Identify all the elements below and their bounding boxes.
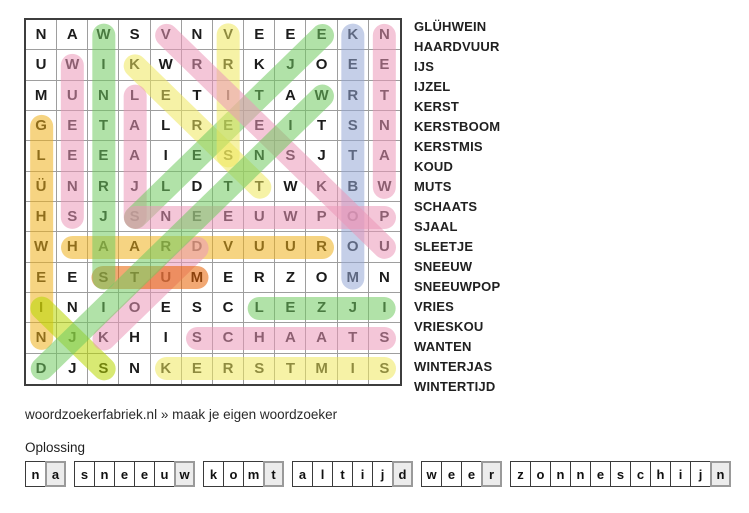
word-list-item: SJAAL <box>414 219 458 234</box>
word-list-item: VRIESKOU <box>414 319 484 334</box>
grid-cell: O <box>306 50 337 80</box>
solution-word-group <box>25 461 66 487</box>
word-list-item: IJZEL <box>414 79 451 94</box>
word-highlight-kerstmis <box>155 357 396 380</box>
solution-letter-box: e <box>441 461 462 487</box>
grid-cell: E <box>57 263 88 293</box>
solution-letter-box: j <box>372 461 393 487</box>
solution-letter-box: i <box>352 461 373 487</box>
grid-cell: E <box>151 293 182 323</box>
footer-credit: woordzoekerfabriek.nl » maak je eigen woordzoeker <box>25 407 338 422</box>
word-list-item: KOUD <box>414 159 454 174</box>
grid-cell: D <box>182 172 213 202</box>
word-list <box>414 17 500 397</box>
grid-cell: A <box>57 20 88 50</box>
word-list-item: VRIES <box>414 299 455 314</box>
solution-letter-box: n <box>25 461 46 487</box>
solution-word-group <box>510 461 731 487</box>
word-highlight-sneeuw <box>61 54 84 229</box>
solution-letter-box: s <box>74 461 95 487</box>
word-list-item: GLÜHWEIN <box>414 19 487 34</box>
word-list-item: KERSTMIS <box>414 139 483 154</box>
word-list-item: SNEEUW <box>414 259 473 274</box>
word-highlight-winterjas <box>92 24 115 290</box>
word-list-item: KERSTBOOM <box>414 119 501 134</box>
word-list-item: SNEEUWPOP <box>414 279 501 294</box>
grid-cell: E <box>275 20 306 50</box>
grid-cell: T <box>306 111 337 141</box>
solution-letter-box: z <box>510 461 531 487</box>
grid-cell: K <box>244 50 275 80</box>
solution-letter-box: n <box>550 461 571 487</box>
solution-letter-box-last: d <box>392 461 413 487</box>
solution-letter-box-last: t <box>263 461 284 487</box>
grid-cell: I <box>151 141 182 171</box>
solution-letter-box: j <box>690 461 711 487</box>
word-list-item: SCHAATS <box>414 199 478 214</box>
solution-letter-box: e <box>134 461 155 487</box>
word-highlight-wanten <box>373 24 396 199</box>
solution-letter-box-last: r <box>481 461 502 487</box>
solution-letter-box: w <box>421 461 442 487</box>
grid-cell: M <box>26 81 57 111</box>
grid-cell: U <box>26 50 57 80</box>
grid-cell: N <box>369 263 400 293</box>
word-highlight-kerstboom <box>342 24 365 290</box>
grid-cell: O <box>306 263 337 293</box>
word-highlight-ijzel <box>248 297 396 320</box>
solution-letter-box: t <box>332 461 353 487</box>
grid-cell: N <box>26 20 57 50</box>
solution-word-group <box>421 461 502 487</box>
solution-letter-box: s <box>610 461 631 487</box>
word-list-item: WINTERTIJD <box>414 379 496 394</box>
grid-cell: J <box>57 354 88 384</box>
grid-cell: N <box>57 293 88 323</box>
solution-letter-box: o <box>530 461 551 487</box>
grid-cell: E <box>213 263 244 293</box>
solution-word-group <box>74 461 195 487</box>
highlight-layer <box>26 20 400 384</box>
grid-cell: I <box>151 323 182 353</box>
grid-cell: C <box>213 293 244 323</box>
word-list-item: KERST <box>414 99 460 114</box>
grid-cell: S <box>182 293 213 323</box>
solution-letter-box-last: a <box>45 461 66 487</box>
word-list-item: IJS <box>414 59 435 74</box>
solution-letter-box: m <box>243 461 264 487</box>
grid-cell: N <box>119 354 150 384</box>
solution-letter-box-last: n <box>710 461 731 487</box>
grid-cell: N <box>182 20 213 50</box>
word-list-item: SLEETJE <box>414 239 474 254</box>
grid-cell: A <box>275 81 306 111</box>
solution-word-group <box>292 461 413 487</box>
word-list-item: WINTERJAS <box>414 359 493 374</box>
grid-cell: Z <box>275 263 306 293</box>
grid-cell: L <box>151 111 182 141</box>
word-list-item: HAARDVUUR <box>414 39 500 54</box>
grid-cell: W <box>151 50 182 80</box>
grid-cell: W <box>275 172 306 202</box>
solution-letter-box: i <box>670 461 691 487</box>
solution-letter-box-last: w <box>174 461 195 487</box>
word-highlight-schaats <box>186 327 396 350</box>
solution-letter-box: n <box>94 461 115 487</box>
solution-letter-box: a <box>292 461 313 487</box>
grid-cell: S <box>119 20 150 50</box>
solution-letter-box: h <box>650 461 671 487</box>
solution-letter-box: k <box>203 461 224 487</box>
solution-word-group <box>203 461 284 487</box>
grid-cell: R <box>244 263 275 293</box>
solution-letter-box: e <box>461 461 482 487</box>
solution-letter-box: e <box>114 461 135 487</box>
solution-letter-box: n <box>570 461 591 487</box>
word-list-item: MUTS <box>414 179 452 194</box>
grid-cell: H <box>119 323 150 353</box>
solution-letter-box: e <box>590 461 611 487</box>
grid-cell: E <box>244 20 275 50</box>
grid-cell: T <box>182 81 213 111</box>
word-list-item: WANTEN <box>414 339 472 354</box>
grid-cell: J <box>306 141 337 171</box>
solution-letter-box: l <box>312 461 333 487</box>
solution-boxes <box>25 461 731 487</box>
solution-letter-box: c <box>630 461 651 487</box>
solution-letter-box: o <box>223 461 244 487</box>
solution-label: Oplossing <box>25 440 86 455</box>
word-search-grid <box>24 18 402 386</box>
solution-letter-box: u <box>154 461 175 487</box>
